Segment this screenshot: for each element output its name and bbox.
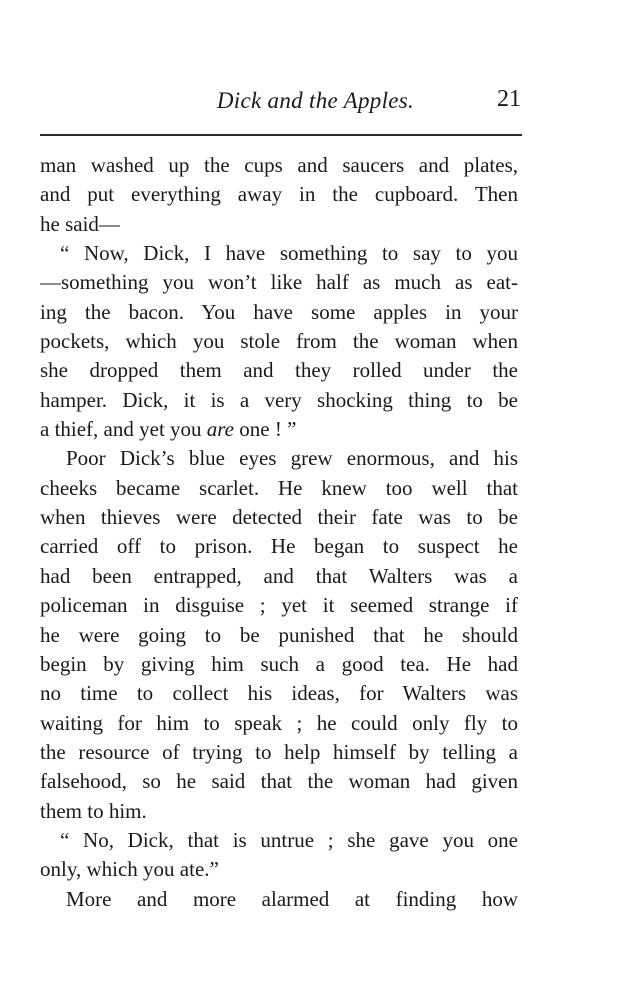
text-line: pockets, which you stole from the woman when — [40, 329, 518, 354]
text-line: —something you won’t like half as much as eat- — [40, 270, 518, 295]
text-line: he said— — [40, 211, 120, 236]
text-segment: a thief, and yet you — [40, 417, 202, 442]
text-line: policeman in disguise ; yet it seemed strange if — [40, 593, 518, 618]
text-line: waiting for him to speak ; he could only fly to — [40, 710, 518, 735]
text-line: “ Now, Dick, I have something to say to you — [60, 241, 518, 266]
text-line: man washed up the cups and saucers and plates, — [40, 153, 518, 177]
text-line: Poor Dick’s blue eyes grew enormous, and his — [66, 446, 518, 471]
text-line: he were going to be punished that he should — [40, 622, 518, 647]
text-line: only, which you ate.” — [40, 857, 219, 882]
text-line: “ No, Dick, that is untrue ; she gave you one — [60, 827, 518, 852]
text-line: had been entrapped, and that Walters was a — [40, 563, 518, 588]
text-line: hamper. Dick, it is a very shocking thing to be — [40, 387, 518, 412]
text-line: cheeks became scarlet. He knew too well that — [40, 475, 518, 500]
text-line: them to him. — [40, 798, 147, 823]
text-line: falsehood, so he said that the woman had given — [40, 769, 518, 794]
text-line: carried off to prison. He began to suspect he — [40, 534, 518, 559]
italic-word: are — [206, 417, 234, 442]
text-line: ing the bacon. You have some apples in your — [40, 299, 518, 324]
running-title: Dick and the Apples. — [216, 88, 415, 113]
page-number: 21 — [497, 86, 521, 112]
text-segment: one ! ” — [239, 417, 297, 442]
text-line: she dropped them and they rolled under the — [40, 358, 518, 383]
text-line: no time to collect his ideas, for Walters was — [40, 681, 518, 706]
text-line — [40, 415, 518, 444]
text-line: More and more alarmed at finding how — [66, 886, 518, 911]
body-text — [40, 151, 518, 914]
text-line: begin by giving him such a good tea. He had — [40, 651, 518, 676]
text-line: the resource of trying to help himself by telling a — [40, 739, 518, 764]
text-line: when thieves were detected their fate was to be — [40, 505, 518, 530]
header-rule — [40, 134, 522, 136]
text-line: and put everything away in the cupboard. Then — [40, 182, 518, 207]
